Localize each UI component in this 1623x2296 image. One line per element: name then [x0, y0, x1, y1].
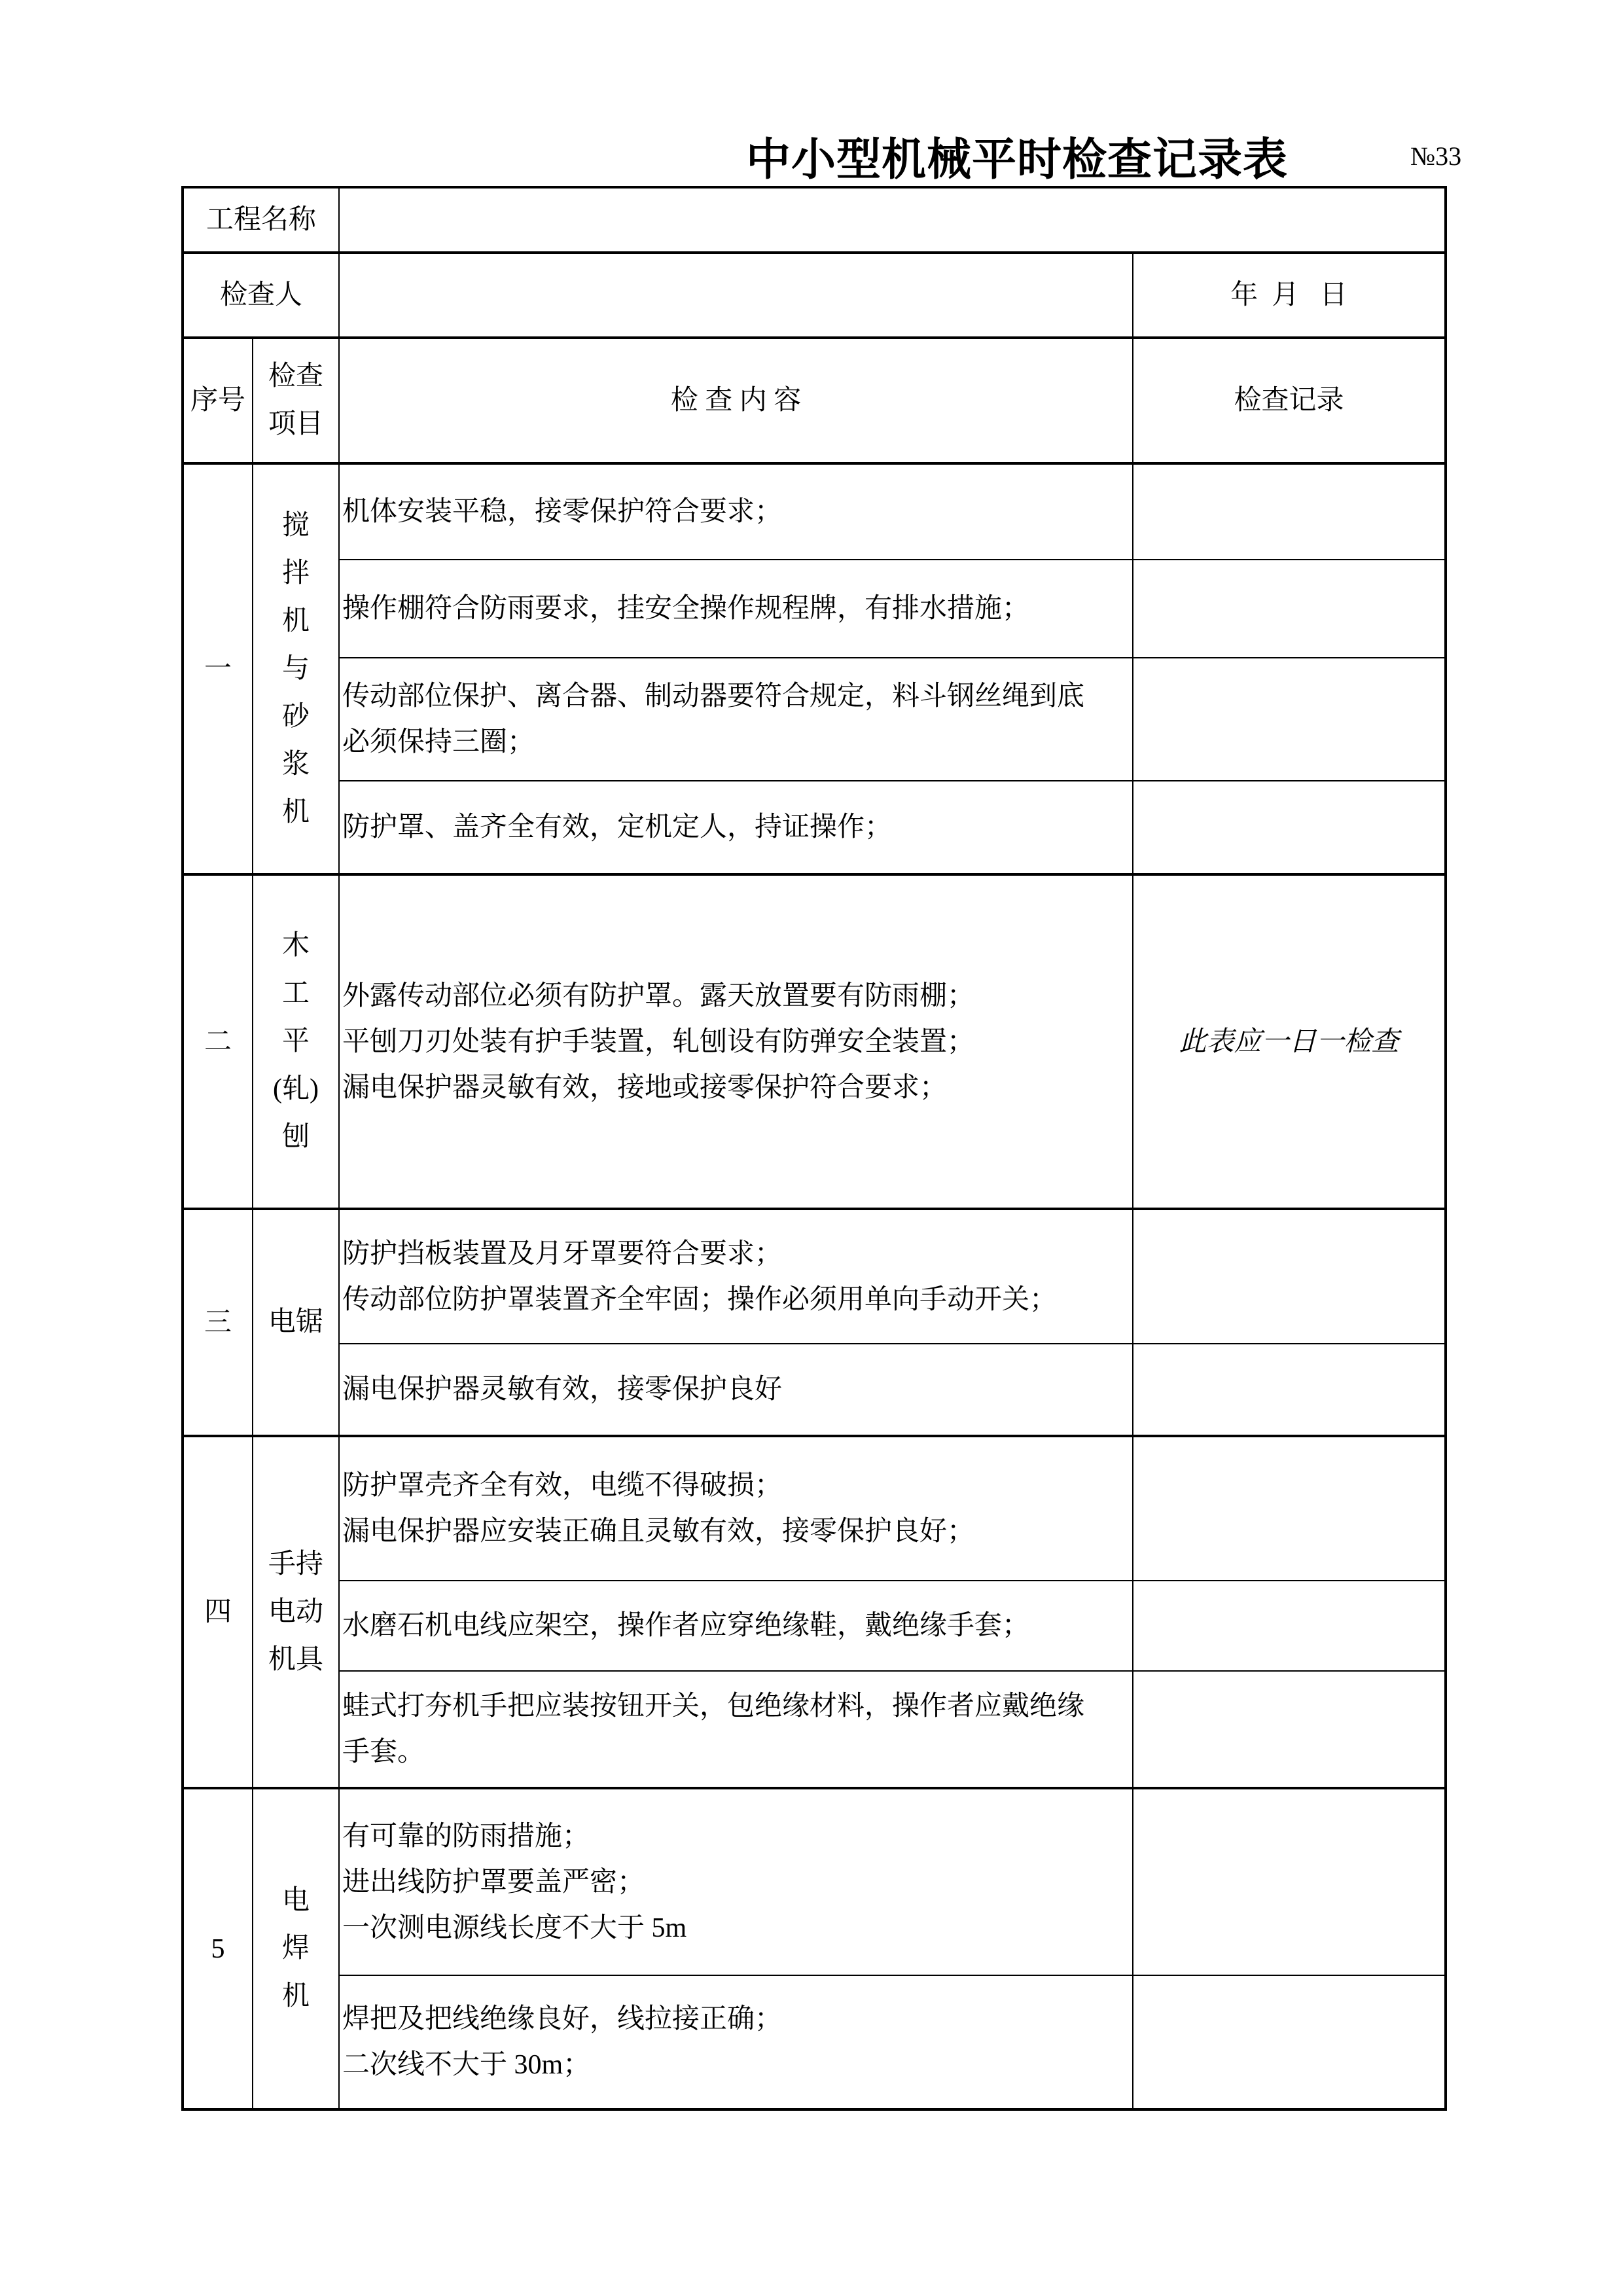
check-record-field[interactable]: 此表应一日一检查	[1133, 874, 1446, 1209]
check-record-field[interactable]	[1133, 658, 1446, 781]
section-seq: 四	[183, 1436, 253, 1788]
section-item-line: 机	[282, 1981, 310, 2011]
section-item-line: 搅	[282, 510, 310, 541]
check-content	[339, 1436, 1133, 1581]
column-header-item-text: 检查项目	[268, 361, 324, 439]
check-content-line: 机体安装平稳，接零保护符合要求；	[342, 497, 783, 527]
column-header-seq: 序号	[183, 338, 253, 463]
check-content-line: 外露传动部位必须有防护罩。露天放置要有防雨棚；	[342, 980, 975, 1011]
check-record-field[interactable]	[1133, 463, 1446, 560]
column-header-item	[253, 338, 339, 463]
check-content-line: 蛙式打夯机手把应装按钮开关，包绝缘材料，操作者应戴绝缘	[342, 1691, 1085, 1721]
check-content	[339, 1975, 1133, 2109]
check-content	[339, 1344, 1133, 1436]
page-title: 中小型机械平时检查记录表	[746, 135, 1289, 185]
section-item-line: 机具	[268, 1644, 324, 1675]
check-content-line: 漏电保护器应安装正确且灵敏有效，接零保护良好；	[342, 1516, 975, 1547]
check-content-line: 防护挡板装置及月牙罩要符合要求；	[342, 1238, 783, 1269]
section-seq: 三	[183, 1209, 253, 1436]
check-record-field[interactable]	[1133, 781, 1446, 874]
check-record-field[interactable]	[1133, 1209, 1446, 1344]
section-item-line: 焊	[282, 1933, 310, 1964]
check-content	[339, 781, 1133, 874]
section-item	[253, 1788, 339, 2109]
check-content-line: 操作棚符合防雨要求，挂安全操作规程牌，有排水措施；	[342, 594, 1030, 624]
section-item-line: 浆	[282, 749, 310, 780]
check-content-line: 必须保持三圈；	[342, 727, 535, 757]
section-item	[253, 1436, 339, 1788]
check-content-line: 防护罩壳齐全有效，电缆不得破损；	[342, 1471, 783, 1501]
section-item-line: 机	[282, 605, 310, 636]
section-item-line: 刨	[282, 1122, 310, 1152]
section-seq: 二	[183, 874, 253, 1209]
section-item-line: 与	[282, 653, 310, 684]
check-content	[339, 658, 1133, 781]
check-content-line: 平刨刀刃处装有护手装置，轧刨设有防弹安全装置；	[342, 1026, 975, 1057]
section-item-line: 手持	[268, 1549, 324, 1579]
section-item-line: 拌	[282, 558, 310, 588]
table-row	[183, 874, 1446, 1209]
section-item-line: 砂	[282, 701, 310, 732]
check-content-line: 有可靠的防雨措施；	[342, 1821, 590, 1852]
table-row	[183, 463, 1446, 560]
check-content	[339, 1671, 1133, 1788]
section-item-line: (轧)	[273, 1074, 319, 1104]
check-record-field[interactable]	[1133, 1975, 1446, 2109]
check-content-line: 漏电保护器灵敏有效，接地或接零保护符合要求；	[342, 1072, 948, 1103]
column-header-content: 检 查 内 容	[339, 338, 1133, 463]
check-content-line: 防护罩、盖齐全有效，定机定人，持证操作；	[342, 812, 893, 842]
table-row	[183, 781, 1446, 874]
check-content-line: 漏电保护器灵敏有效，接零保护良好	[342, 1374, 783, 1405]
check-content-line: 传动部位防护罩装置齐全牢固；操作必须用单向手动开关；	[342, 1284, 1058, 1315]
check-content	[339, 874, 1133, 1209]
check-content-line: 手套。	[342, 1737, 425, 1767]
section-item-line: 电锯	[268, 1307, 324, 1337]
table-row	[183, 1788, 1446, 1975]
section-item-line: 工	[282, 978, 310, 1009]
check-content-line: 二次线不大于 30m；	[342, 2050, 591, 2080]
table-row	[183, 560, 1446, 658]
check-content	[339, 560, 1133, 658]
project-name-field[interactable]	[339, 187, 1446, 253]
section-item-line: 机	[282, 797, 310, 827]
check-content-line: 水磨石机电线应架空，操作者应穿绝缘鞋，戴绝缘手套；	[342, 1611, 1030, 1641]
check-content	[339, 1788, 1133, 1975]
check-content	[339, 463, 1133, 560]
check-content-line: 一次测电源线长度不大于 5m	[342, 1912, 687, 1943]
project-name-label: 工程名称	[183, 187, 339, 253]
section-seq: 5	[183, 1788, 253, 2109]
date-field[interactable]: 年 月 日	[1133, 253, 1446, 338]
check-content	[339, 1581, 1133, 1671]
table-row	[183, 1436, 1446, 1581]
check-content-line: 焊把及把线绝缘良好，线拉接正确；	[342, 2004, 783, 2034]
table-row	[183, 1671, 1446, 1788]
table-row	[183, 1581, 1446, 1671]
section-item-line: 电	[282, 1886, 310, 1916]
section-item	[253, 874, 339, 1209]
check-record-field[interactable]	[1133, 1581, 1446, 1671]
check-content-line: 传动部位保护、离合器、制动器要符合规定，料斗钢丝绳到底	[342, 681, 1085, 711]
check-record-field[interactable]	[1133, 1671, 1446, 1788]
table-row	[183, 1209, 1446, 1344]
inspector-field[interactable]	[339, 253, 1133, 338]
section-item-line: 电动	[268, 1596, 324, 1627]
check-content-line: 进出线防护罩要盖严密；	[342, 1867, 645, 1897]
check-content	[339, 1209, 1133, 1344]
table-row	[183, 1344, 1446, 1436]
inspector-label: 检查人	[183, 253, 339, 338]
section-seq: 一	[183, 463, 253, 874]
check-record-field[interactable]	[1133, 1436, 1446, 1581]
section-item	[253, 463, 339, 874]
section-item	[253, 1209, 339, 1436]
check-record-field[interactable]	[1133, 1788, 1446, 1975]
column-header-record: 检查记录	[1133, 338, 1446, 463]
document-number: №33	[1410, 141, 1462, 171]
check-record-field[interactable]	[1133, 1344, 1446, 1436]
inspection-table	[181, 186, 1447, 2111]
table-row	[183, 658, 1446, 781]
section-item-line: 木	[282, 931, 310, 961]
section-item-line: 平	[282, 1026, 310, 1056]
check-record-field[interactable]	[1133, 560, 1446, 658]
table-row	[183, 1975, 1446, 2109]
